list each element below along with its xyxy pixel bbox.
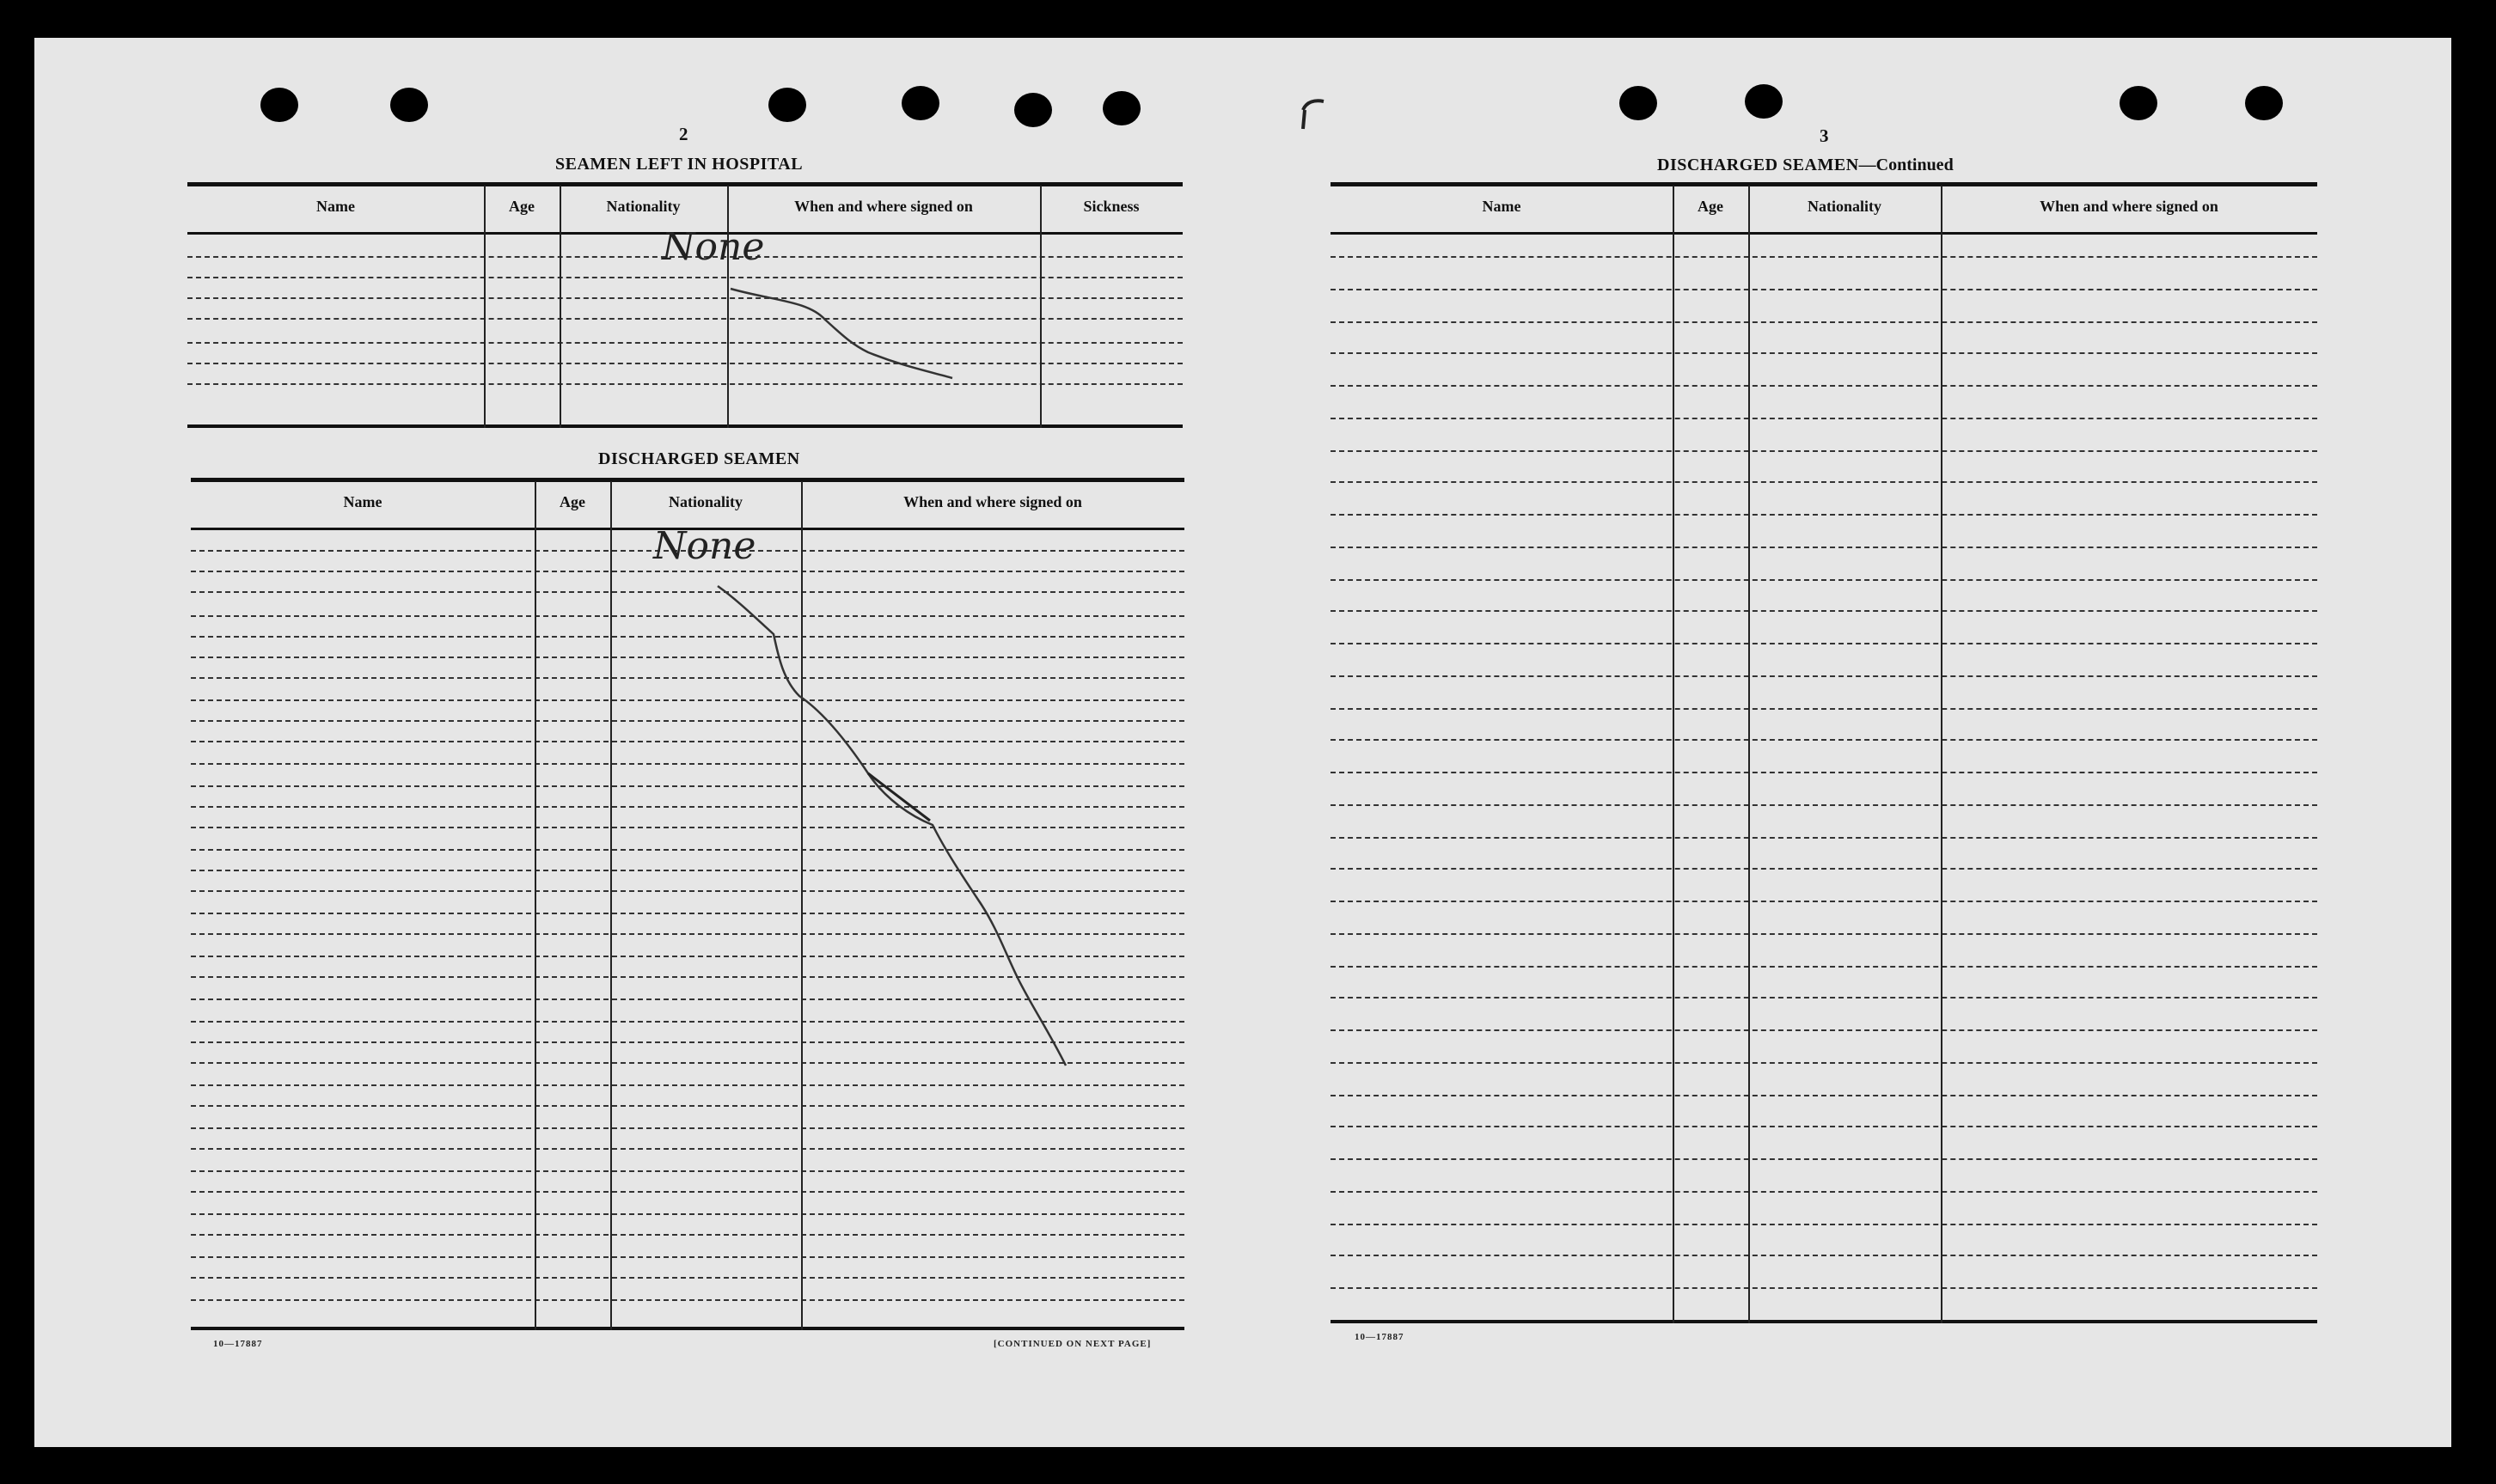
discharged-strike-tick <box>868 773 930 821</box>
continued-header-nationality: Nationality <box>1807 198 1881 215</box>
page-mark <box>1303 101 1324 129</box>
continued-note: [CONTINUED ON NEXT PAGE] <box>994 1339 1152 1349</box>
hospital-header-sickness: Sickness <box>1083 198 1140 215</box>
continued-header-name: Name <box>1482 198 1521 215</box>
page-number-left: 2 <box>679 124 688 144</box>
hospital-header-age: Age <box>509 198 535 215</box>
discharged-header-age: Age <box>560 493 585 510</box>
discharged-header-signed-on: When and where signed on <box>903 493 1082 510</box>
discharged-title: DISCHARGED SEAMEN <box>598 449 800 468</box>
hospital-title: SEAMEN LEFT IN HOSPITAL <box>555 155 804 174</box>
hospital-header-nationality: Nationality <box>606 198 681 215</box>
discharged-entry-handwritten: None <box>653 524 756 568</box>
discharged-header-name: Name <box>343 493 382 510</box>
hospital-header-name: Name <box>316 198 355 215</box>
left-form-number: 10—17887 <box>213 1339 263 1349</box>
right-form-number: 10—17887 <box>1355 1332 1404 1342</box>
continued-header-signed-on: When and where signed on <box>2040 198 2218 215</box>
discharged-header-nationality: Nationality <box>668 493 743 510</box>
hospital-strike-line <box>731 289 952 378</box>
hospital-header-signed-on: When and where signed on <box>794 198 973 215</box>
page-number-right: 3 <box>1820 125 1829 146</box>
discharged-continued-title-suffix: —Continued <box>1858 156 1954 174</box>
discharged-strike-line <box>718 586 1066 1066</box>
hospital-entry-handwritten: None <box>662 225 765 269</box>
discharged-continued-title-main: DISCHARGED SEAMEN <box>1657 156 1859 174</box>
continued-header-age: Age <box>1698 198 1723 215</box>
